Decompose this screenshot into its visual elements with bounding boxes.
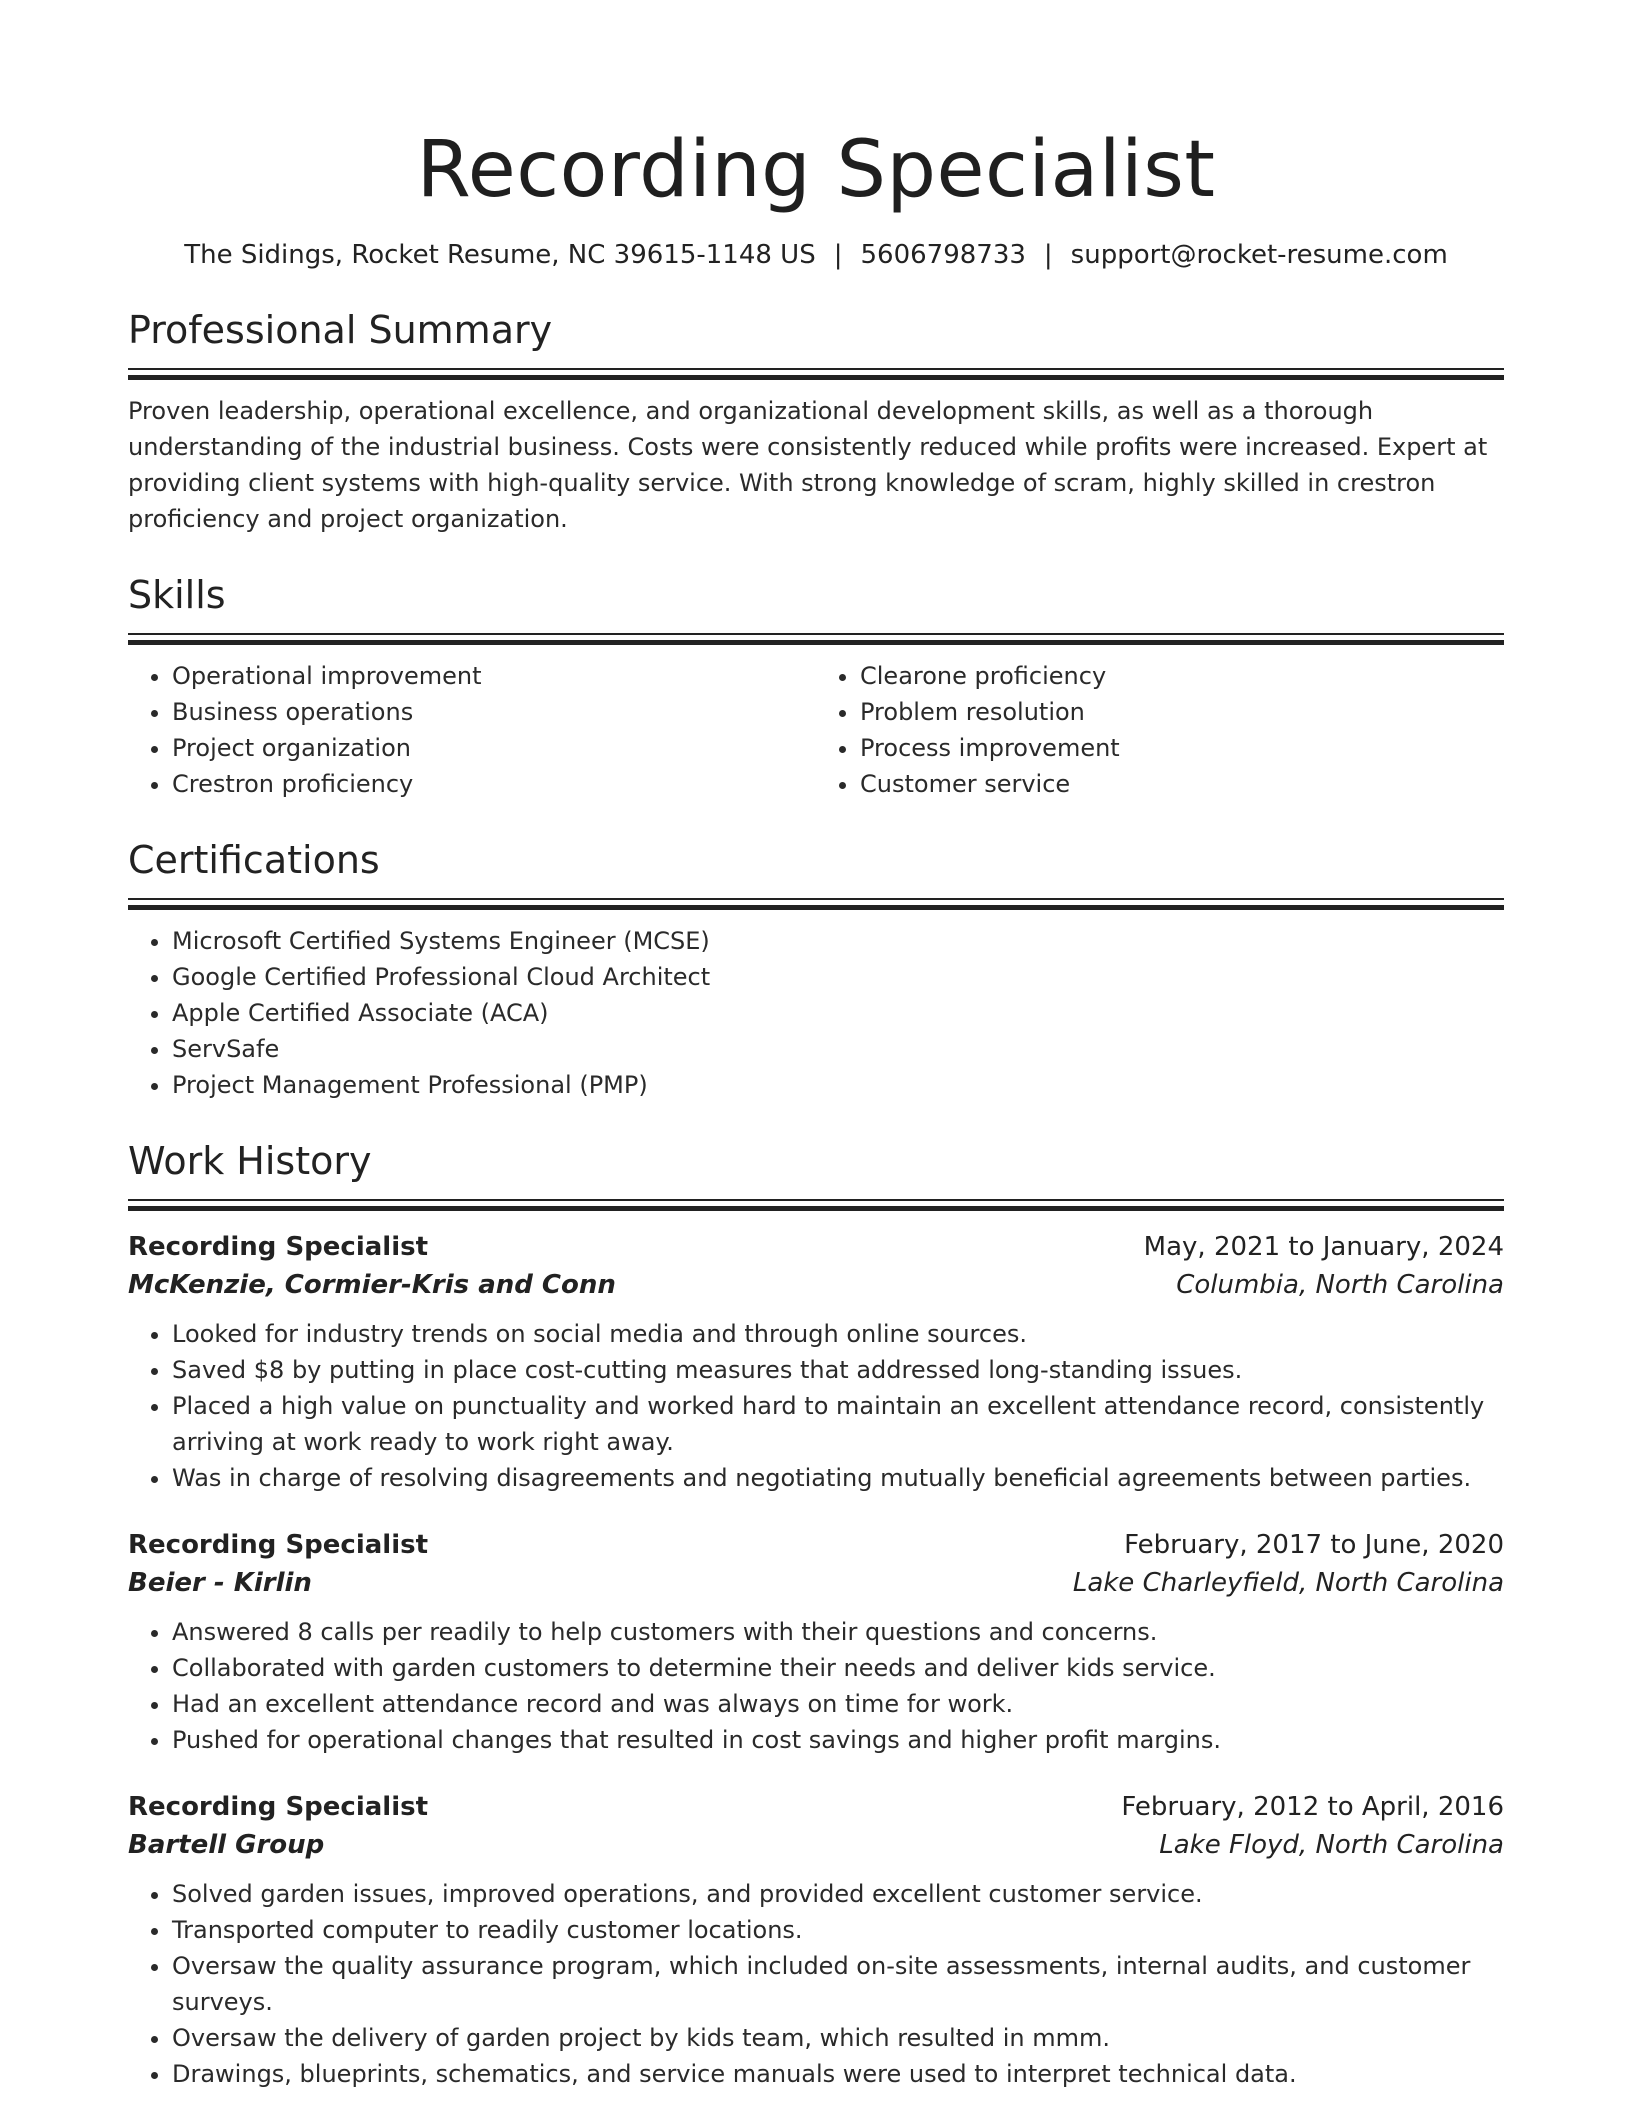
- job-dates: February, 2012 to April, 2016: [1121, 1792, 1504, 1822]
- skill-item: • Problem resolution: [860, 694, 1504, 730]
- contact-address: The Sidings, Rocket Resume, NC 39615-1148 US: [184, 240, 816, 270]
- skill-item: • Business operations: [172, 694, 816, 730]
- section-title-skills: Skills: [128, 573, 226, 617]
- job-bullet: • Had an excellent attendance record and was always on time for work.: [172, 1686, 1504, 1722]
- job-location: Lake Charleyfield, North Carolina: [1072, 1568, 1504, 1598]
- job-bullet: • Solved garden issues, improved operations, and provided excellent customer service.: [172, 1876, 1504, 1912]
- certification-item: • Google Certified Professional Cloud Architect: [172, 959, 1504, 995]
- job-company: McKenzie, Cormier-Kris and Conn: [128, 1270, 616, 1300]
- section-title-summary: Professional Summary: [128, 308, 553, 352]
- contact-separator: |: [1043, 240, 1053, 270]
- work-history-section: [128, 1137, 1504, 2092]
- skills-list-left: [128, 658, 816, 802]
- job-dates: May, 2021 to January, 2024: [1143, 1232, 1504, 1262]
- job-location: Columbia, North Carolina: [1176, 1270, 1504, 1300]
- contact-line: [128, 238, 1504, 272]
- skills-list-right: [816, 658, 1504, 802]
- resume-name: Recording Specialist: [416, 125, 1216, 215]
- job-header-row: [128, 1788, 1504, 1826]
- job-entry: [128, 1228, 1504, 1496]
- job-bullet: • Collaborated with garden customers to determine their needs and deliver kids service.: [172, 1650, 1504, 1686]
- certification-item: • ServSafe: [172, 1031, 1504, 1067]
- job-bullet: • Transported computer to readily customer locations.: [172, 1912, 1504, 1948]
- skill-item: • Operational improvement: [172, 658, 816, 694]
- skills-section: [128, 571, 1504, 802]
- skill-item: • Customer service: [860, 766, 1504, 802]
- section-title-work-history: Work History: [128, 1139, 372, 1183]
- job-title: Recording Specialist: [128, 1530, 429, 1560]
- job-bullet: • Looked for industry trends on social media and through online sources.: [172, 1316, 1504, 1352]
- job-entry: [128, 1526, 1504, 1758]
- job-dates: February, 2017 to June, 2020: [1124, 1530, 1504, 1560]
- job-header-row: [128, 1526, 1504, 1564]
- job-bullet: • Oversaw the quality assurance program, which included on-site assessments, internal audits, and customer surveys.: [172, 1948, 1504, 2020]
- job-header-row: [128, 1228, 1504, 1266]
- section-divider: [128, 898, 1504, 909]
- job-title: Recording Specialist: [128, 1232, 429, 1262]
- job-entry: [128, 1788, 1504, 2092]
- certification-item: • Apple Certified Associate (ACA): [172, 995, 1504, 1031]
- certifications-section: [128, 836, 1504, 1103]
- job-company: Bartell Group: [128, 1830, 325, 1860]
- job-bullets: [128, 1316, 1504, 1496]
- job-bullet: • Drawings, blueprints, schematics, and service manuals were used to interpret technical data.: [172, 2056, 1504, 2092]
- contact-email: support@rocket-resume.com: [1070, 240, 1448, 270]
- contact-separator: |: [833, 240, 843, 270]
- skill-item: • Project organization: [172, 730, 816, 766]
- job-company-row: [128, 1266, 1504, 1304]
- job-bullet: • Answered 8 calls per readily to help customers with their questions and concerns.: [172, 1614, 1504, 1650]
- job-bullet: • Placed a high value on punctuality and worked hard to maintain an excellent attendance record, consistently arriving at work ready to work right away.: [172, 1388, 1504, 1460]
- section-title-certifications: Certifications: [128, 838, 380, 882]
- section-divider: [128, 633, 1504, 644]
- job-company-row: [128, 1826, 1504, 1864]
- section-divider: [128, 368, 1504, 379]
- certifications-list: [128, 923, 1504, 1103]
- skill-item: • Crestron proficiency: [172, 766, 816, 802]
- job-bullet: • Saved $8 by putting in place cost-cutting measures that addressed long-standing issues.: [172, 1352, 1504, 1388]
- job-bullet: • Oversaw the delivery of garden project by kids team, which resulted in mmm.: [172, 2020, 1504, 2056]
- job-bullet: • Was in charge of resolving disagreements and negotiating mutually beneficial agreements between parties.: [172, 1460, 1504, 1496]
- section-divider: [128, 1199, 1504, 1210]
- job-location: Lake Floyd, North Carolina: [1159, 1830, 1504, 1860]
- job-bullet: • Pushed for operational changes that resulted in cost savings and higher profit margins.: [172, 1722, 1504, 1758]
- skill-item: • Clearone proficiency: [860, 658, 1504, 694]
- job-bullets: [128, 1876, 1504, 2092]
- summary-section: [128, 306, 1504, 537]
- job-company-row: [128, 1564, 1504, 1602]
- summary-text: Proven leadership, operational excellence, and organizational development skills, as well as a thorough understanding of the industrial business. Costs were consistently reduced while profits were increased. Expert at providing client systems with high-quality service. With strong knowledge of scram, highly skilled in crestron proficiency and project organization.: [128, 397, 1488, 533]
- certification-item: • Project Management Professional (PMP): [172, 1067, 1504, 1103]
- job-company: Beier - Kirlin: [128, 1568, 312, 1598]
- skill-item: • Process improvement: [860, 730, 1504, 766]
- contact-phone: 5606798733: [860, 240, 1026, 270]
- resume-page: [128, 118, 1504, 2092]
- job-title: Recording Specialist: [128, 1792, 429, 1822]
- skills-columns: [128, 644, 1504, 802]
- job-bullets: [128, 1614, 1504, 1758]
- certification-item: • Microsoft Certified Systems Engineer (MCSE): [172, 923, 1504, 959]
